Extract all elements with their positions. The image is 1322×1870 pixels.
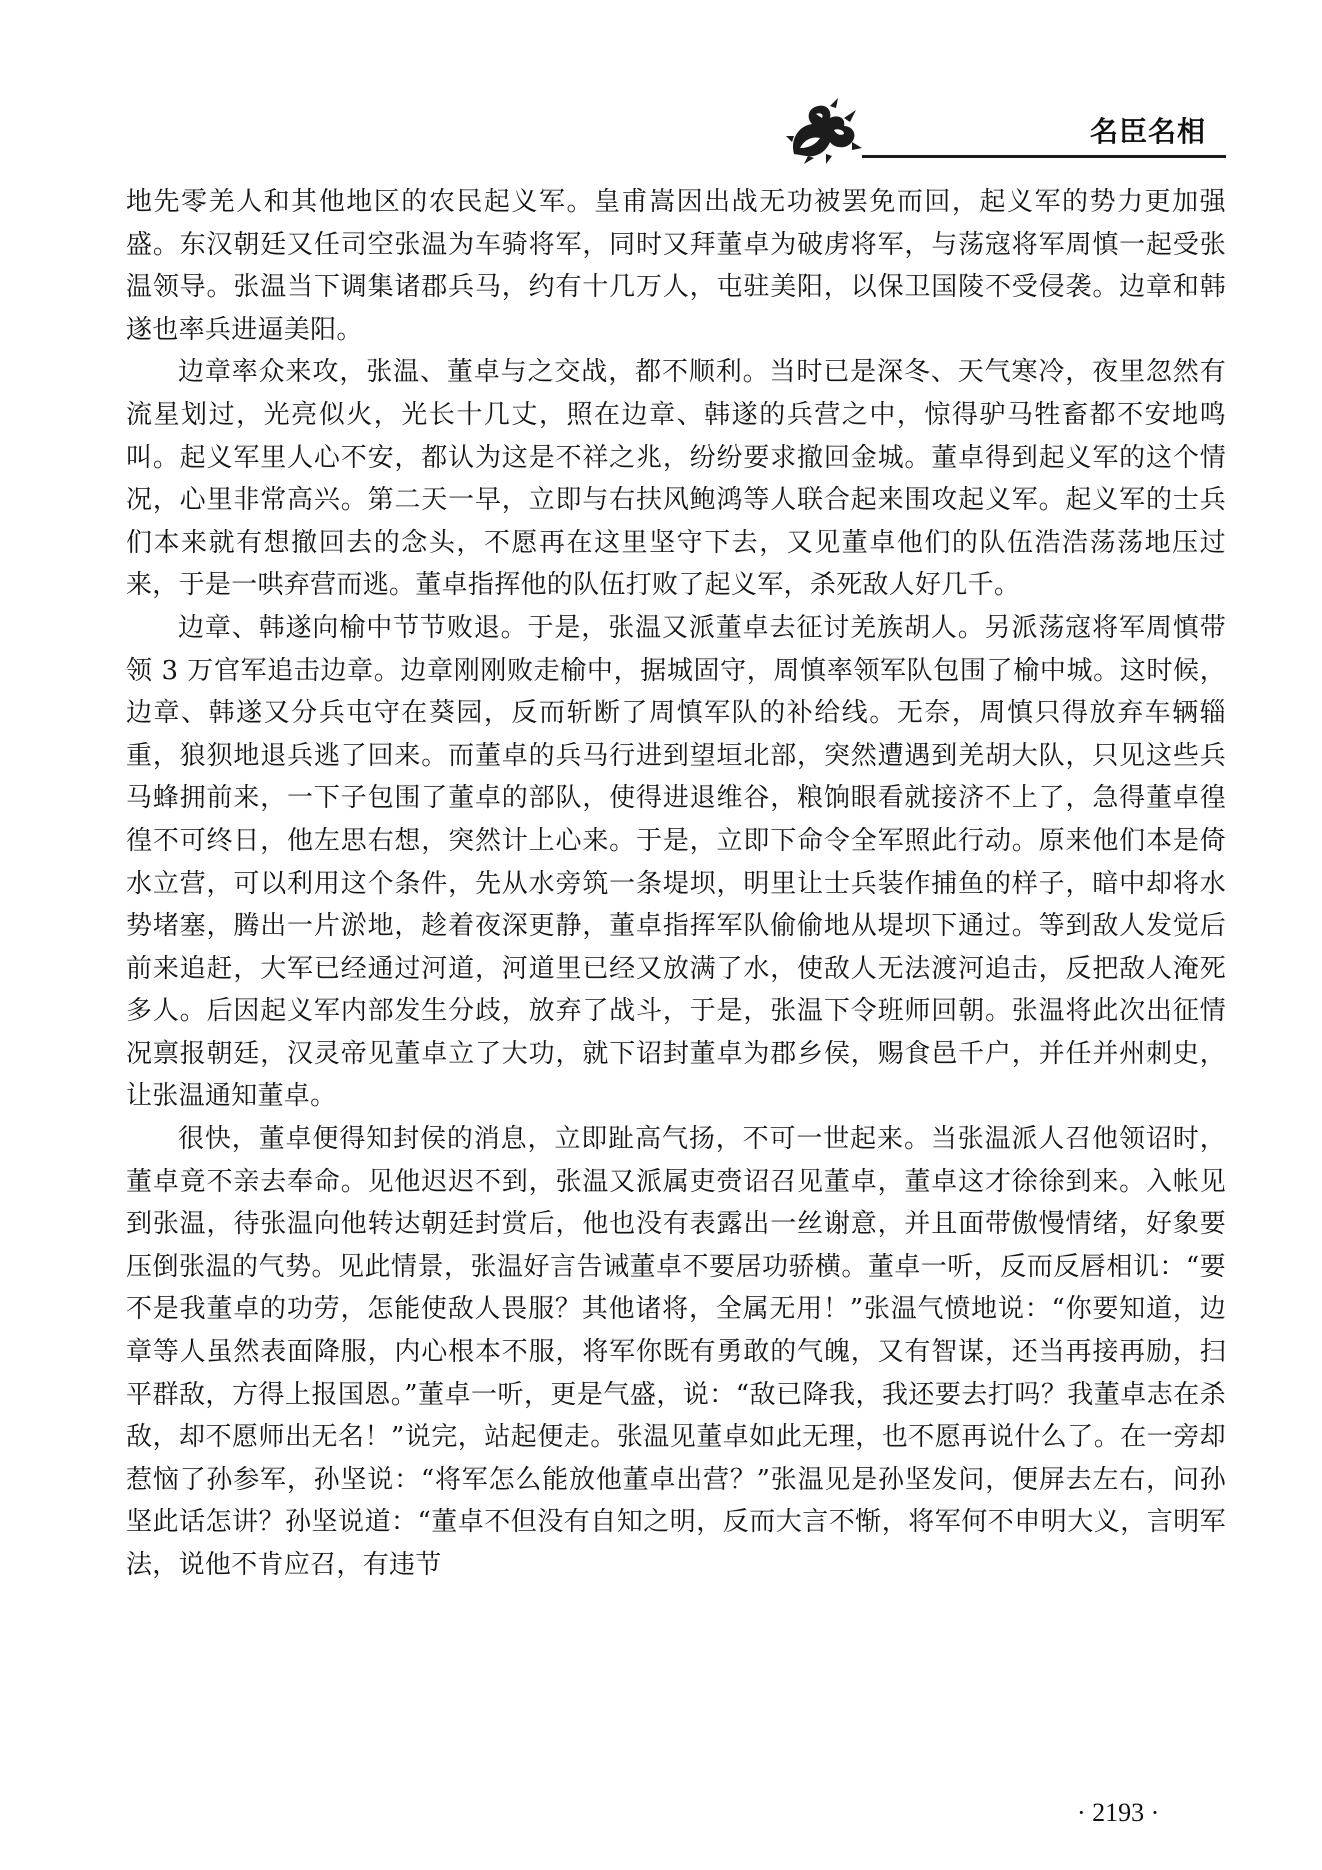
body-text bbox=[126, 181, 1226, 1587]
paragraph: 地先零羌人和其他地区的农民起义军。皇甫嵩因出战无功被罢免而回，起义军的势力更加强盛。东汉朝廷又任司空张温为车骑将军，同时又拜董卓为破虏将军，与荡寇将军周慎一起受张温领导。张温当下调集诸郡兵马，约有十几万人，屯驻美阳，以保卫国陵不受侵袭。边章和韩遂也率兵进逼美阳。 bbox=[126, 187, 1226, 345]
page-header bbox=[0, 0, 1322, 170]
header-rule bbox=[862, 155, 1226, 158]
paragraph: 边章、韩遂向榆中节节败退。于是，张温又派董卓去征讨羌族胡人。另派荡寇将军周慎带领 3 万官军追击边章。边章刚刚败走榆中，据城固守，周慎率领军队包围了榆中城。这时候，边章、韩遂又分兵屯守在葵园，反而斩断了周慎军队的补给线。无奈，周慎只得放弃车辆辎重，狼狈地退兵逃了回来。而董卓的兵马行进到望垣北部，突然遭遇到羌胡大队，只见这些兵马蜂拥前来，一下子包围了董卓的部队，使得进退维谷，粮饷眼看就接济不上了，急得董卓徨徨不可终日，他左思右想，突然计上心来。于是，立即下命令全军照此行动。原来他们本是倚水立营，可以利用这个条件，先从水旁筑一条堤坝，明里让士兵装作捕鱼的样子，暗中却将水势堵塞，腾出一片淤地，趁着夜深更静，董卓指挥军队偷偷地从堤坝下通过。等到敌人发觉后前来追赶，大军已经通过河道，河道里已经又放满了水，使敌人无法渡河追击，反把敌人淹死多人。后因起义军内部发生分歧，放弃了战斗，于是，张温下令班师回朝。张温将此次出征情况禀报朝廷，汉灵帝见董卓立了大功，就下诏封董卓为郡乡侯，赐食邑千户，并任并州刺史，让张温通知董卓。 bbox=[126, 612, 1226, 1112]
page-number: · 2193 · bbox=[1077, 1798, 1160, 1827]
paragraph: 很快，董卓便得知封侯的消息，立即趾高气扬，不可一世起来。当张温派人召他领诏时，董卓竟不亲去奉命。见他迟迟不到，张温又派属吏赍诏召见董卓，董卓这才徐徐到来。入帐见到张温，待张温向他转达朝廷封赏后，他也没有表露出一丝谢意，并且面带傲慢情绪，好象要压倒张温的气势。见此情景，张温好言告诫董卓不要居功骄横。董卓一听，反而反唇相讥：“要不是我董卓的功劳，怎能使敌人畏服？其他诸将，全属无用！”张温气愤地说：“你要知道，边章等人虽然表面降服，内心根本不服，将军你既有勇敢的气魄，又有智谋，还当再接再励，扫平群敌，方得上报国恩。”董卓一听，更是气盛，说：“敌已降我，我还要去打吗？我董卓志在杀敌，却不愿师出无名！”说完，站起便走。张温见董卓如此无理，也不愿再说什么了。在一旁却惹恼了孙参军，孙坚说：“将军怎么能放他董卓出营？”张温见是孙坚发问，便屏去左右，问孙坚此话怎讲？孙坚说道：“董卓不但没有自知之明，反而大言不惭，将军何不申明大义，言明军法，说他不肯应召，有违节 bbox=[126, 1124, 1226, 1580]
dragon-icon bbox=[786, 96, 864, 166]
paragraph: 边章率众来攻，张温、董卓与之交战，都不顺利。当时已是深冬、天气寒冷，夜里忽然有流星划过，光亮似火，光长十几丈，照在边章、韩遂的兵营之中，惊得驴马牲畜都不安地鸣叫。起义军里人心不安，都认为这是不祥之兆，纷纷要求撤回金城。董卓得到起义军的这个情况，心里非常高兴。第二天一早，立即与右扶风鲍鸿等人联合起来围攻起义军。起义军的士兵们本来就有想撤回去的念头，不愿再在这里坚守下去，又见董卓他们的队伍浩浩荡荡地压过来，于是一哄弃营而逃。董卓指挥他的队伍打败了起义军，杀死敌人好几千。 bbox=[126, 357, 1226, 601]
section-title: 名臣名相 bbox=[1090, 115, 1207, 148]
